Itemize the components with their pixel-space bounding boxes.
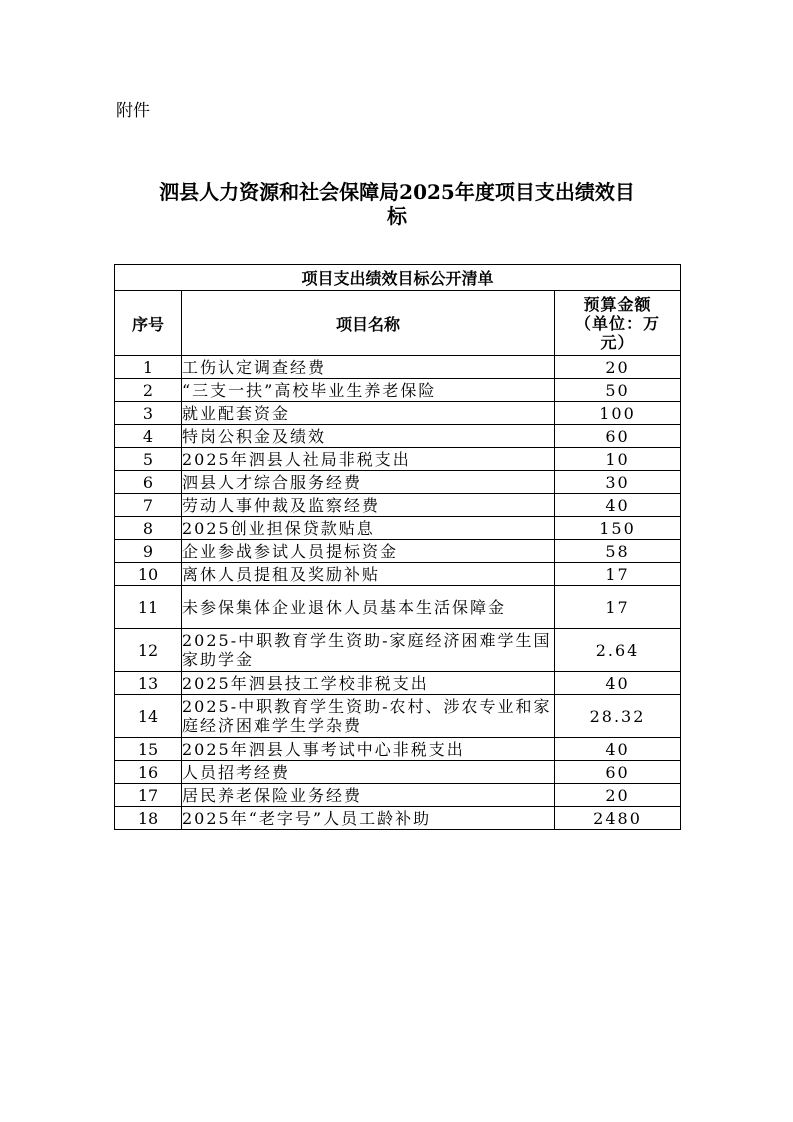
- row-project-name: 企业参战参试人员提标资金: [182, 540, 555, 563]
- table-row: [115, 784, 681, 807]
- row-project-name: 离休人员提租及奖励补贴: [182, 563, 555, 586]
- table-row: [115, 761, 681, 784]
- table-row: [115, 807, 681, 830]
- row-project-name: 2025年泗县人事考试中心非税支出: [182, 738, 555, 761]
- header-budget-line-1: 预算金额: [583, 294, 652, 314]
- row-project-name: 2025创业担保贷款贴息: [182, 517, 555, 540]
- row-no: 10: [115, 563, 182, 586]
- row-project-name: 未参保集体企业退休人员基本生活保障金: [182, 586, 555, 629]
- title-line-1: 泗县人力资源和社会保障局2025年度项目支出绩效目: [159, 180, 635, 204]
- row-budget-amount: 2.64: [555, 629, 681, 672]
- table-row: [115, 586, 681, 629]
- row-project-name: 2025-中职教育学生资助-家庭经济困难学生国家助学金: [182, 629, 555, 672]
- header-budget-line-2: （单位：万: [575, 313, 661, 333]
- table-row: [115, 356, 681, 379]
- table-caption: 项目支出绩效目标公开清单: [115, 265, 681, 291]
- row-project-name: 2025年泗县人社局非税支出: [182, 448, 555, 471]
- row-no: 17: [115, 784, 182, 807]
- row-no: 9: [115, 540, 182, 563]
- header-no: 序号: [115, 291, 182, 356]
- row-no: 15: [115, 738, 182, 761]
- row-project-name: 泗县人才综合服务经费: [182, 471, 555, 494]
- row-budget-amount: 150: [555, 517, 681, 540]
- header-budget: [555, 291, 681, 356]
- row-budget-amount: 17: [555, 586, 681, 629]
- table-row: [115, 695, 681, 738]
- row-project-name: “三支一扶”高校毕业生养老保险: [182, 379, 555, 402]
- row-budget-amount: 20: [555, 356, 681, 379]
- header-budget-line-3: 元）: [600, 332, 635, 352]
- table-row: [115, 402, 681, 425]
- row-budget-amount: 10: [555, 448, 681, 471]
- table-row: [115, 540, 681, 563]
- row-no: 11: [115, 586, 182, 629]
- row-no: 8: [115, 517, 182, 540]
- row-no: 13: [115, 672, 182, 695]
- row-budget-amount: 100: [555, 402, 681, 425]
- row-budget-amount: 60: [555, 761, 681, 784]
- row-project-name: 居民养老保险业务经费: [182, 784, 555, 807]
- row-budget-amount: 20: [555, 784, 681, 807]
- row-budget-amount: 40: [555, 672, 681, 695]
- table-row: [115, 517, 681, 540]
- row-budget-amount: 28.32: [555, 695, 681, 738]
- table-row: [115, 425, 681, 448]
- row-no: 1: [115, 356, 182, 379]
- row-budget-amount: 40: [555, 494, 681, 517]
- row-no: 7: [115, 494, 182, 517]
- table-row: [115, 563, 681, 586]
- header-name: 项目名称: [182, 291, 555, 356]
- table-row: [115, 672, 681, 695]
- table-row: [115, 494, 681, 517]
- table-header-row: [115, 291, 681, 356]
- table-row: [115, 629, 681, 672]
- table-row: [115, 471, 681, 494]
- row-budget-amount: 17: [555, 563, 681, 586]
- row-project-name: 2025年泗县技工学校非税支出: [182, 672, 555, 695]
- row-budget-amount: 60: [555, 425, 681, 448]
- table-row: [115, 738, 681, 761]
- document-title: [112, 180, 682, 228]
- row-project-name: 2025-中职教育学生资助-农村、涉农专业和家庭经济困难学生学杂费: [182, 695, 555, 738]
- row-no: 4: [115, 425, 182, 448]
- row-no: 14: [115, 695, 182, 738]
- row-project-name: 人员招考经费: [182, 761, 555, 784]
- table-row: [115, 448, 681, 471]
- row-no: 2: [115, 379, 182, 402]
- row-budget-amount: 58: [555, 540, 681, 563]
- row-project-name: 特岗公积金及绩效: [182, 425, 555, 448]
- row-no: 3: [115, 402, 182, 425]
- title-line-2: 标: [387, 204, 407, 228]
- row-no: 5: [115, 448, 182, 471]
- row-project-name: 就业配套资金: [182, 402, 555, 425]
- row-no: 16: [115, 761, 182, 784]
- attachment-label: 附件: [116, 101, 150, 121]
- row-budget-amount: 40: [555, 738, 681, 761]
- table-row: [115, 379, 681, 402]
- row-project-name: 工伤认定调查经费: [182, 356, 555, 379]
- row-budget-amount: 2480: [555, 807, 681, 830]
- performance-target-table: [114, 264, 681, 830]
- row-project-name: 劳动人事仲裁及监察经费: [182, 494, 555, 517]
- row-no: 6: [115, 471, 182, 494]
- row-no: 18: [115, 807, 182, 830]
- row-no: 12: [115, 629, 182, 672]
- row-budget-amount: 50: [555, 379, 681, 402]
- row-project-name: 2025年“老字号”人员工龄补助: [182, 807, 555, 830]
- row-budget-amount: 30: [555, 471, 681, 494]
